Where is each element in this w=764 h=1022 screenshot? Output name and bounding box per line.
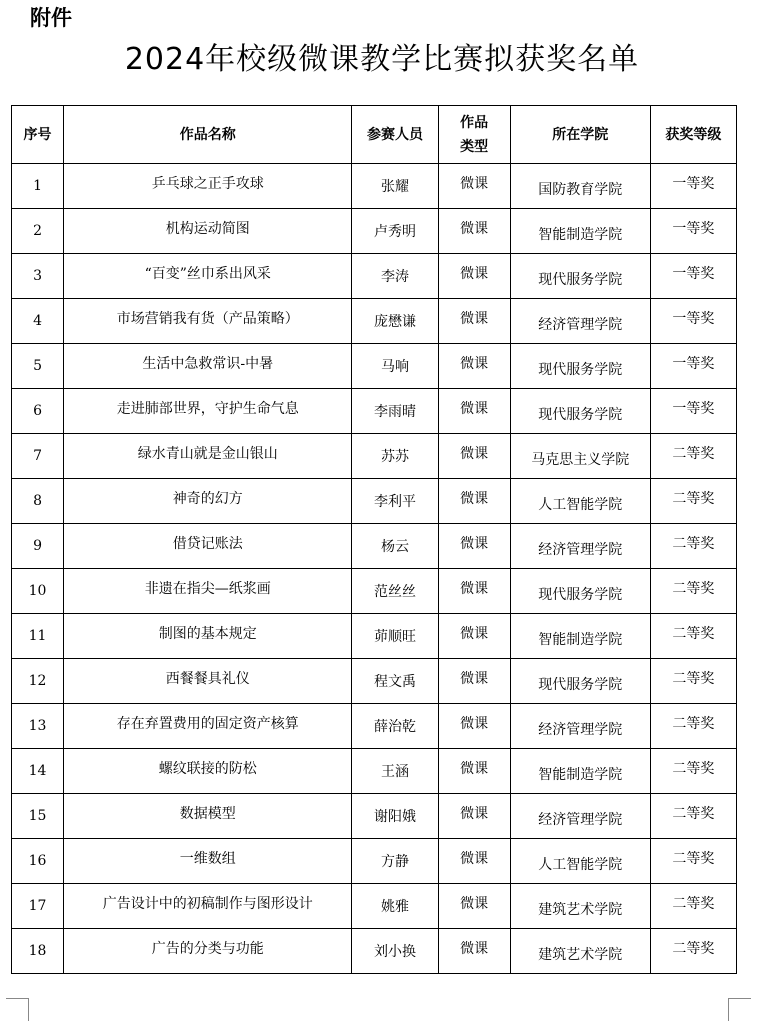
cell-no-text: 17 bbox=[28, 898, 47, 914]
cell-participant-text: 范丝丝 bbox=[374, 584, 416, 600]
table-row bbox=[12, 344, 737, 389]
cell-participant-text: 杨云 bbox=[381, 539, 409, 555]
cell-work-name-text: 神奇的幻方 bbox=[172, 491, 243, 507]
cell-work-type bbox=[438, 839, 510, 884]
cell-no bbox=[12, 614, 64, 659]
cell-school-text: 经济管理学院 bbox=[538, 812, 623, 828]
cell-school bbox=[510, 749, 650, 794]
cell-work-type-text: 微课 bbox=[460, 176, 489, 192]
cell-work-type-text: 微课 bbox=[460, 356, 489, 372]
cell-work-name-text: 借贷记账法 bbox=[172, 536, 243, 552]
cell-participant bbox=[352, 569, 438, 614]
cell-participant-text: 方静 bbox=[381, 854, 409, 870]
cell-award bbox=[650, 254, 736, 299]
cell-work-type-text: 微课 bbox=[460, 221, 489, 237]
cell-school-text: 现代服务学院 bbox=[538, 677, 623, 693]
cell-award bbox=[650, 794, 736, 839]
table-header bbox=[12, 106, 737, 164]
cell-participant-text: 薛治乾 bbox=[374, 719, 416, 735]
cell-school bbox=[510, 614, 650, 659]
cell-school-text: 建筑艺术学院 bbox=[538, 947, 623, 963]
page-title: 2024年校级微课教学比赛拟获奖名单 bbox=[124, 42, 640, 77]
cell-participant bbox=[352, 884, 438, 929]
cell-participant-text: 李雨晴 bbox=[374, 404, 416, 420]
cell-participant bbox=[352, 614, 438, 659]
cell-no-text: 14 bbox=[28, 763, 47, 779]
cell-award bbox=[650, 479, 736, 524]
cell-no-text: 15 bbox=[28, 808, 47, 824]
cell-work-name bbox=[64, 299, 352, 344]
cell-no bbox=[12, 659, 64, 704]
cell-school bbox=[510, 164, 650, 209]
table-row bbox=[12, 839, 737, 884]
table-row bbox=[12, 254, 737, 299]
cell-work-name bbox=[64, 884, 352, 929]
cell-work-type bbox=[438, 344, 510, 389]
cell-school-text: 人工智能学院 bbox=[538, 857, 623, 873]
cell-no-text: 13 bbox=[28, 718, 47, 734]
header-participant: 参赛人员 bbox=[352, 106, 438, 164]
cell-work-name bbox=[64, 839, 352, 884]
cell-work-type-text: 微课 bbox=[460, 896, 489, 912]
cell-work-name-text: 广告设计中的初稿制作与图形设计 bbox=[102, 896, 313, 912]
header-work-name: 作品名称 bbox=[64, 106, 352, 164]
cell-school bbox=[510, 209, 650, 254]
cell-work-type-text: 微课 bbox=[460, 266, 489, 282]
table-row bbox=[12, 569, 737, 614]
cell-participant-text: 马响 bbox=[381, 359, 409, 375]
table-row bbox=[12, 749, 737, 794]
table-row bbox=[12, 479, 737, 524]
cell-award bbox=[650, 344, 736, 389]
cell-school bbox=[510, 254, 650, 299]
cell-school bbox=[510, 659, 650, 704]
cell-work-name bbox=[64, 479, 352, 524]
table-row bbox=[12, 299, 737, 344]
cell-school bbox=[510, 434, 650, 479]
cell-award-text: 二等奖 bbox=[672, 536, 715, 552]
cell-participant-text: 茆顺旺 bbox=[374, 629, 416, 645]
cell-school-text: 经济管理学院 bbox=[538, 317, 623, 333]
cell-work-name-text: 非遗在指尖—纸浆画 bbox=[144, 581, 271, 597]
cell-participant-text: 李涛 bbox=[381, 269, 409, 285]
header-no: 序号 bbox=[12, 106, 64, 164]
cell-school-text: 马克思主义学院 bbox=[531, 452, 630, 468]
cell-participant bbox=[352, 389, 438, 434]
cell-award-text: 一等奖 bbox=[672, 266, 715, 282]
cell-award-text: 二等奖 bbox=[672, 761, 715, 777]
cell-participant-text: 苏苏 bbox=[381, 449, 409, 465]
cell-participant-text: 姚雅 bbox=[381, 899, 409, 915]
cell-work-type bbox=[438, 884, 510, 929]
table-row bbox=[12, 614, 737, 659]
cell-school-text: 现代服务学院 bbox=[538, 362, 623, 378]
cell-work-name bbox=[64, 164, 352, 209]
cell-work-type-text: 微课 bbox=[460, 311, 489, 327]
cell-participant bbox=[352, 164, 438, 209]
cell-no-text: 5 bbox=[33, 358, 42, 374]
cell-no bbox=[12, 839, 64, 884]
cell-work-name bbox=[64, 209, 352, 254]
cell-no-text: 6 bbox=[33, 403, 42, 419]
cell-school-text: 现代服务学院 bbox=[538, 587, 623, 603]
cell-school bbox=[510, 479, 650, 524]
cell-work-name-text: 西餐餐具礼仪 bbox=[165, 671, 250, 687]
header-school: 所在学院 bbox=[510, 106, 650, 164]
cell-no bbox=[12, 164, 64, 209]
cell-no-text: 16 bbox=[28, 853, 47, 869]
cell-work-type bbox=[438, 929, 510, 974]
cell-work-type bbox=[438, 524, 510, 569]
cell-award-text: 二等奖 bbox=[672, 806, 715, 822]
cell-work-name bbox=[64, 389, 352, 434]
cell-work-type bbox=[438, 209, 510, 254]
cell-award-text: 二等奖 bbox=[672, 491, 715, 507]
cell-participant bbox=[352, 839, 438, 884]
cell-work-type bbox=[438, 749, 510, 794]
cell-work-name-text: 广告的分类与功能 bbox=[151, 941, 264, 957]
attachment-label: 附件 bbox=[30, 6, 72, 30]
cell-work-name-text: “百变”丝巾系出风采 bbox=[144, 266, 271, 282]
cell-work-name-text: 市场营销我有货（产品策略） bbox=[116, 311, 299, 327]
cell-no-text: 12 bbox=[28, 673, 47, 689]
cell-work-name bbox=[64, 254, 352, 299]
cell-award-text: 一等奖 bbox=[672, 356, 715, 372]
cell-work-name bbox=[64, 569, 352, 614]
cell-school-text: 经济管理学院 bbox=[538, 722, 623, 738]
cell-no bbox=[12, 704, 64, 749]
cell-work-name bbox=[64, 344, 352, 389]
cell-work-type-text: 微课 bbox=[460, 761, 489, 777]
cell-work-name-text: 存在弃置费用的固定资产核算 bbox=[116, 716, 299, 732]
cell-award-text: 一等奖 bbox=[672, 176, 715, 192]
table-row bbox=[12, 209, 737, 254]
cell-work-name-text: 绿水青山就是金山银山 bbox=[137, 446, 278, 462]
cell-work-name bbox=[64, 434, 352, 479]
cell-work-type-text: 微课 bbox=[460, 401, 489, 417]
cell-no bbox=[12, 749, 64, 794]
cell-no bbox=[12, 794, 64, 839]
cell-no bbox=[12, 569, 64, 614]
cell-participant-text: 谢阳娥 bbox=[374, 809, 416, 825]
header-row bbox=[12, 106, 737, 164]
cell-school bbox=[510, 569, 650, 614]
cell-participant-text: 卢秀明 bbox=[374, 224, 416, 240]
cell-participant bbox=[352, 794, 438, 839]
cell-work-type-text: 微课 bbox=[460, 581, 489, 597]
cell-award bbox=[650, 614, 736, 659]
header-work-type-line1: 作品 bbox=[460, 114, 489, 131]
table-row bbox=[12, 659, 737, 704]
cell-work-name-text: 走进肺部世界，守护生命气息 bbox=[116, 401, 299, 417]
cell-participant bbox=[352, 299, 438, 344]
cell-work-type bbox=[438, 614, 510, 659]
cell-no-text: 18 bbox=[28, 943, 47, 959]
cell-participant bbox=[352, 479, 438, 524]
cell-participant bbox=[352, 254, 438, 299]
cell-participant-text: 张耀 bbox=[381, 179, 409, 195]
cell-no-text: 7 bbox=[33, 448, 42, 464]
table-row bbox=[12, 524, 737, 569]
cell-work-type-text: 微课 bbox=[460, 851, 489, 867]
cell-work-type-text: 微课 bbox=[460, 536, 489, 552]
cell-award bbox=[650, 749, 736, 794]
cell-work-name-text: 乒乓球之正手攻球 bbox=[151, 176, 264, 192]
cell-school-text: 建筑艺术学院 bbox=[538, 902, 623, 918]
cell-no bbox=[12, 479, 64, 524]
cell-work-type-text: 微课 bbox=[460, 446, 489, 462]
cell-award-text: 一等奖 bbox=[672, 311, 715, 327]
cell-no bbox=[12, 344, 64, 389]
cell-work-name bbox=[64, 929, 352, 974]
cell-school bbox=[510, 794, 650, 839]
cell-no bbox=[12, 254, 64, 299]
cell-work-name-text: 一维数组 bbox=[179, 851, 236, 867]
cell-participant-text: 程文禹 bbox=[374, 674, 416, 690]
cell-no-text: 4 bbox=[33, 313, 42, 329]
cell-award bbox=[650, 839, 736, 884]
cell-no-text: 1 bbox=[33, 178, 42, 194]
table-row bbox=[12, 704, 737, 749]
cell-work-name bbox=[64, 614, 352, 659]
cell-work-type bbox=[438, 479, 510, 524]
cell-work-name bbox=[64, 749, 352, 794]
page-corner-mark-left bbox=[6, 998, 29, 1021]
cell-no bbox=[12, 434, 64, 479]
cell-award bbox=[650, 389, 736, 434]
cell-award bbox=[650, 434, 736, 479]
cell-work-type-text: 微课 bbox=[460, 941, 489, 957]
cell-participant bbox=[352, 209, 438, 254]
cell-award-text: 二等奖 bbox=[672, 446, 715, 462]
cell-participant bbox=[352, 434, 438, 479]
cell-no-text: 10 bbox=[28, 583, 47, 599]
table-row bbox=[12, 929, 737, 974]
cell-participant-text: 刘小换 bbox=[374, 944, 416, 960]
table-row bbox=[12, 389, 737, 434]
cell-award bbox=[650, 524, 736, 569]
cell-work-name-text: 生活中急救常识-中暑 bbox=[142, 356, 274, 372]
cell-award-text: 二等奖 bbox=[672, 671, 715, 687]
cell-award-text: 二等奖 bbox=[672, 581, 715, 597]
cell-school bbox=[510, 929, 650, 974]
cell-participant-text: 王涵 bbox=[381, 764, 409, 780]
cell-award bbox=[650, 659, 736, 704]
header-award: 获奖等级 bbox=[650, 106, 736, 164]
cell-award-text: 一等奖 bbox=[672, 401, 715, 417]
cell-no-text: 9 bbox=[33, 538, 42, 554]
cell-school-text: 智能制造学院 bbox=[538, 767, 623, 783]
table-body bbox=[12, 164, 737, 974]
table-row bbox=[12, 794, 737, 839]
cell-no-text: 3 bbox=[33, 268, 42, 284]
cell-award bbox=[650, 164, 736, 209]
cell-participant-text: 李利平 bbox=[374, 494, 416, 510]
cell-participant-text: 庞懋谦 bbox=[374, 314, 416, 330]
cell-participant bbox=[352, 524, 438, 569]
cell-participant bbox=[352, 749, 438, 794]
cell-school bbox=[510, 389, 650, 434]
cell-work-name bbox=[64, 704, 352, 749]
cell-work-type bbox=[438, 164, 510, 209]
cell-work-type bbox=[438, 569, 510, 614]
cell-school-text: 现代服务学院 bbox=[538, 272, 623, 288]
cell-school bbox=[510, 839, 650, 884]
page-corner-mark-right bbox=[728, 998, 751, 1021]
cell-no bbox=[12, 884, 64, 929]
cell-work-type bbox=[438, 254, 510, 299]
cell-work-type-text: 微课 bbox=[460, 806, 489, 822]
cell-no bbox=[12, 929, 64, 974]
cell-no-text: 11 bbox=[28, 628, 47, 644]
cell-participant bbox=[352, 929, 438, 974]
header-work-type bbox=[438, 106, 510, 164]
cell-work-type bbox=[438, 299, 510, 344]
cell-work-name-text: 机构运动简图 bbox=[165, 221, 250, 237]
cell-award bbox=[650, 299, 736, 344]
cell-award bbox=[650, 704, 736, 749]
header-work-type-line2: 类型 bbox=[460, 138, 489, 155]
cell-no bbox=[12, 524, 64, 569]
cell-school-text: 人工智能学院 bbox=[538, 497, 623, 513]
cell-award-text: 二等奖 bbox=[672, 941, 715, 957]
cell-no-text: 2 bbox=[33, 223, 42, 239]
table-row bbox=[12, 434, 737, 479]
cell-school-text: 现代服务学院 bbox=[538, 407, 623, 423]
cell-school-text: 国防教育学院 bbox=[538, 182, 623, 198]
cell-school bbox=[510, 884, 650, 929]
cell-award-text: 二等奖 bbox=[672, 851, 715, 867]
cell-no bbox=[12, 299, 64, 344]
cell-award-text: 二等奖 bbox=[672, 716, 715, 732]
cell-work-type-text: 微课 bbox=[460, 716, 489, 732]
cell-participant bbox=[352, 344, 438, 389]
cell-award-text: 一等奖 bbox=[672, 221, 715, 237]
cell-work-type-text: 微课 bbox=[460, 491, 489, 507]
cell-award-text: 二等奖 bbox=[672, 626, 715, 642]
cell-work-name-text: 数据模型 bbox=[179, 806, 236, 822]
cell-work-name-text: 螺纹联接的防松 bbox=[158, 761, 257, 777]
cell-work-type-text: 微课 bbox=[460, 626, 489, 642]
cell-no bbox=[12, 389, 64, 434]
cell-award bbox=[650, 209, 736, 254]
cell-school bbox=[510, 344, 650, 389]
cell-work-name bbox=[64, 524, 352, 569]
cell-work-type bbox=[438, 389, 510, 434]
cell-school bbox=[510, 299, 650, 344]
table-row bbox=[12, 164, 737, 209]
cell-work-type bbox=[438, 794, 510, 839]
cell-award bbox=[650, 569, 736, 614]
cell-participant bbox=[352, 659, 438, 704]
cell-work-type bbox=[438, 434, 510, 479]
cell-no-text: 8 bbox=[33, 493, 42, 509]
cell-school-text: 智能制造学院 bbox=[538, 227, 623, 243]
cell-award-text: 二等奖 bbox=[672, 896, 715, 912]
cell-award bbox=[650, 929, 736, 974]
cell-work-type bbox=[438, 659, 510, 704]
cell-participant bbox=[352, 704, 438, 749]
cell-school bbox=[510, 524, 650, 569]
cell-school bbox=[510, 704, 650, 749]
cell-no bbox=[12, 209, 64, 254]
cell-work-type bbox=[438, 704, 510, 749]
cell-school-text: 智能制造学院 bbox=[538, 632, 623, 648]
cell-award bbox=[650, 884, 736, 929]
cell-work-name-text: 制图的基本规定 bbox=[158, 626, 257, 642]
award-table bbox=[11, 105, 737, 974]
cell-work-type-text: 微课 bbox=[460, 671, 489, 687]
cell-school-text: 经济管理学院 bbox=[538, 542, 623, 558]
cell-work-name bbox=[64, 794, 352, 839]
table-row bbox=[12, 884, 737, 929]
cell-work-name bbox=[64, 659, 352, 704]
